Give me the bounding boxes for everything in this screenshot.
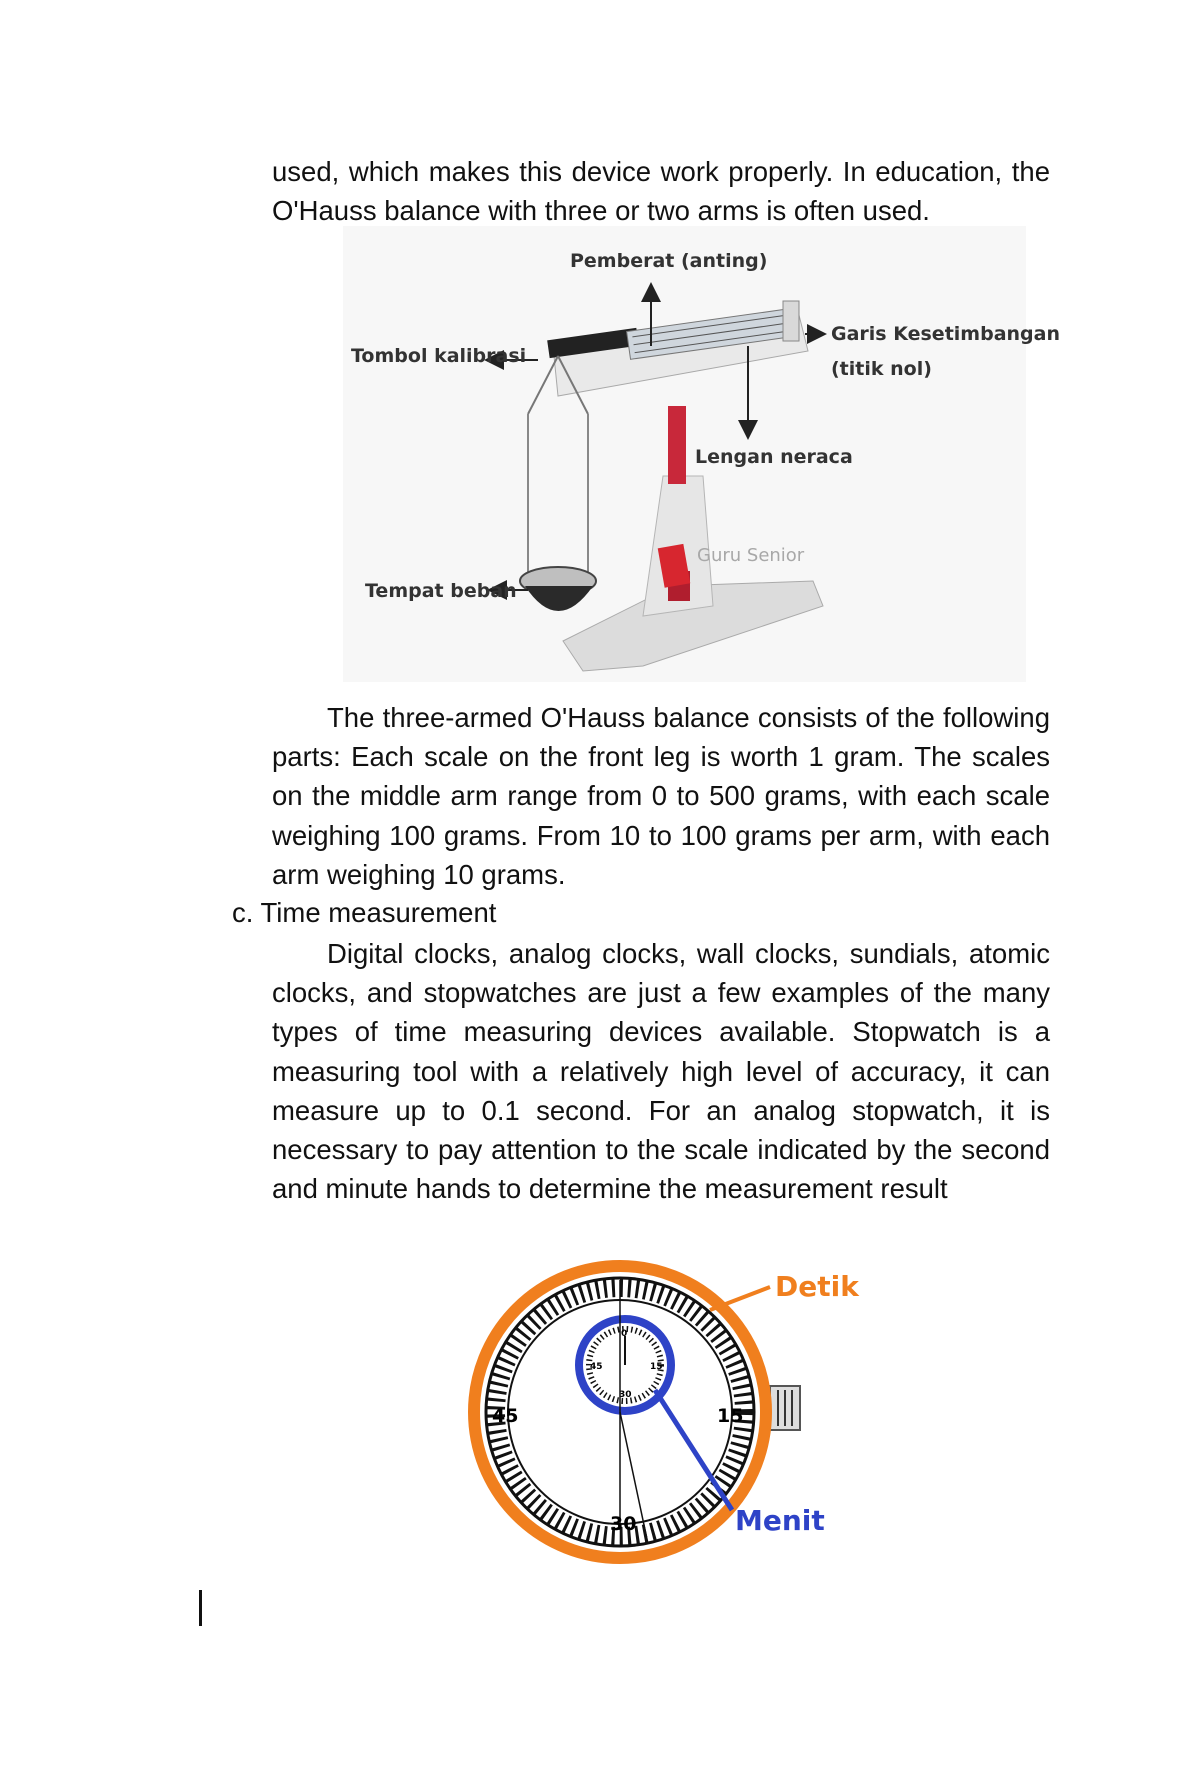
label-garis-kesetimbangan: Garis Kesetimbangan: [831, 323, 1060, 345]
ohauss-balance-illustration: [343, 226, 1060, 682]
label-lengan-neraca: Lengan neraca: [695, 446, 853, 468]
intro-paragraph: used, which makes this device work properly. In education, the O'Hauss balance with three or two arms is often used.: [272, 156, 1050, 227]
dial-15: 15: [717, 1405, 744, 1427]
dial-30: 30: [610, 1513, 637, 1535]
subdial-15: 15: [650, 1362, 663, 1372]
label-titik-nol: (titik nol): [831, 358, 932, 380]
label-tempat-beban: Tempat beban: [365, 580, 517, 602]
balance-paragraph: The three-armed O'Hauss balance consists of the following parts: Each scale on the front leg is worth 1 gram. The scales on the middle arm range from 0 to 500 grams, with each scale weighing 100 grams. From 10 to 100 grams per arm, with each arm weighing 10 grams.: [272, 702, 1050, 890]
subdial-30: 30: [619, 1390, 632, 1400]
section-heading-time-measurement: c. Time measurement: [232, 897, 497, 928]
label-pemberat: Pemberat (anting): [570, 250, 768, 272]
watermark-guru-senior: Guru Senior: [697, 545, 805, 566]
ohauss-balance-figure: [343, 226, 1060, 682]
subdial-0: 0: [621, 1329, 628, 1339]
label-tombol-kalibrasi: Tombol kalibrasi: [351, 345, 527, 367]
time-paragraph: Digital clocks, analog clocks, wall clocks, sundials, atomic clocks, and stopwatches are just a few examples of the many types of time measuring devices available. Stopwatch is a measuring tool with a relatively high level of accuracy, it can measure up to 0.1 second. For an analog stopwatch, it is necessary to pay attention to the scale indicated by the second and minute hands to determine the measurement result: [272, 938, 1050, 1205]
label-menit: Menit: [735, 1504, 825, 1537]
text-cursor: [199, 1590, 202, 1626]
stopwatch-figure: [470, 1240, 890, 1570]
dial-45: 45: [492, 1405, 519, 1427]
stopwatch-illustration: [470, 1240, 890, 1570]
subdial-45: 45: [590, 1362, 603, 1372]
label-detik: Detik: [775, 1270, 859, 1303]
